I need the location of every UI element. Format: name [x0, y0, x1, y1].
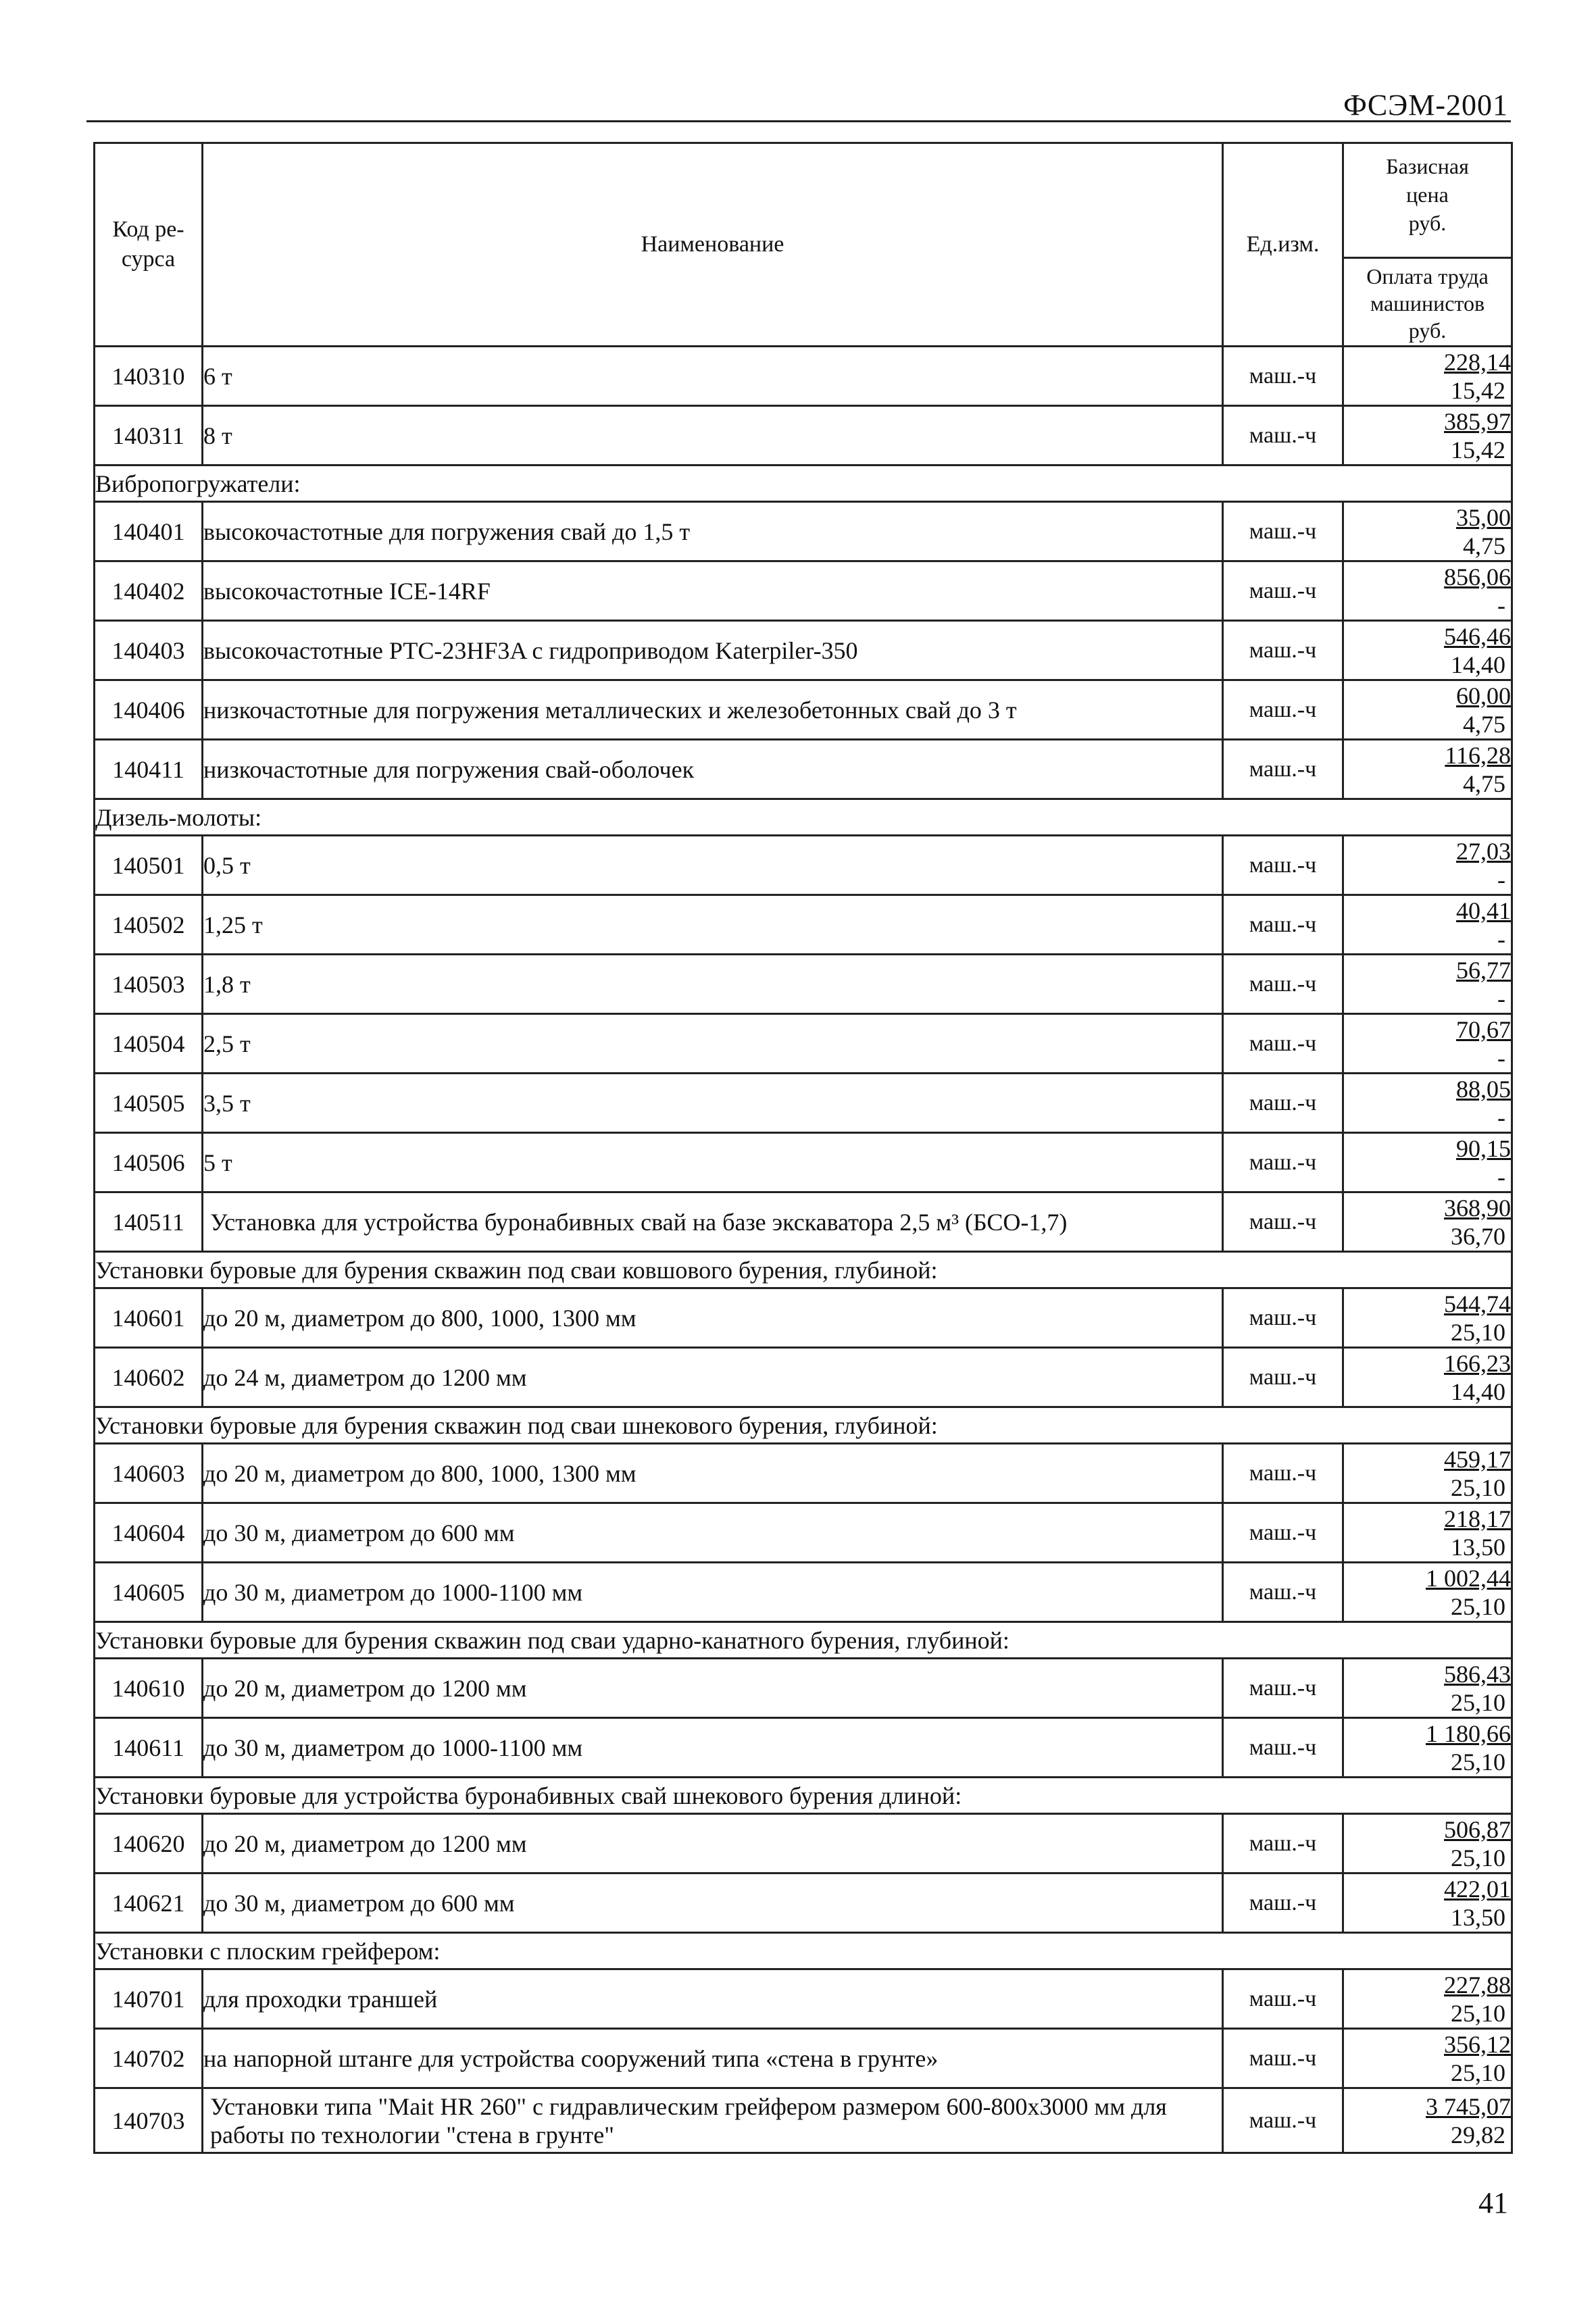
price-cell: [1343, 561, 1512, 621]
unit: маш.-ч: [1223, 740, 1343, 799]
group-heading-row: [95, 1778, 1512, 1814]
resource-name: Установка для устройства буронабивных свай на базе экскаватора 2,5 м³ (БСО-1,7): [203, 1192, 1223, 1252]
base-price: 70,67: [1456, 1015, 1511, 1043]
base-price: 385,97: [1444, 407, 1511, 435]
group-heading: Установки буровые для бурения скважин под сваи ударно-канатного бурения, глубиной:: [95, 1622, 1512, 1659]
table-row: [95, 895, 1512, 955]
resource-code: 140506: [95, 1133, 203, 1192]
base-price: 35,00: [1456, 503, 1511, 531]
price-cell: [1343, 740, 1512, 799]
resource-code: 140620: [95, 1814, 203, 1873]
operator-pay: 14,40: [1451, 1378, 1505, 1405]
header-base-price: Базисная цена руб.: [1344, 144, 1511, 259]
table-row: [95, 1348, 1512, 1407]
base-price: 227,88: [1444, 1971, 1511, 1998]
operator-pay: 25,10: [1451, 1999, 1505, 2027]
resource-name: 2,5 т: [203, 1014, 1223, 1074]
table-row: [95, 1444, 1512, 1503]
table-row: [95, 1563, 1512, 1622]
resource-name: до 20 м, диаметром до 800, 1000, 1300 мм: [203, 1288, 1223, 1348]
price-cell: [1343, 502, 1512, 561]
table-row: [95, 347, 1512, 406]
base-price: 218,17: [1444, 1505, 1511, 1532]
resource-name: на напорной штанге для устройства сооружений типа «стена в грунте»: [203, 2029, 1223, 2088]
operator-pay: 25,10: [1451, 1748, 1505, 1776]
unit: маш.-ч: [1223, 680, 1343, 740]
resource-code: 140702: [95, 2029, 203, 2088]
resource-name: Установки типа "Mait HR 260" с гидравлическим грейфером размером 600-800х3000 мм для работы по технологии "стена в грунте": [203, 2088, 1223, 2153]
resource-name: низкочастотные для погружения металлических и железобетонных свай до 3 т: [203, 680, 1223, 740]
group-heading: Вибропогружатели:: [95, 466, 1512, 502]
base-price: 506,87: [1444, 1815, 1511, 1843]
base-price: 60,00: [1456, 682, 1511, 709]
operator-pay: 13,50: [1451, 1903, 1505, 1931]
resource-code: 140310: [95, 347, 203, 406]
group-heading: Установки буровые для бурения скважин под сваи ковшового бурения, глубиной:: [95, 1252, 1512, 1288]
base-price: 368,90: [1444, 1194, 1511, 1222]
group-heading: Установки с плоским грейфером:: [95, 1933, 1512, 1969]
resource-code: 140604: [95, 1503, 203, 1563]
unit: маш.-ч: [1223, 621, 1343, 680]
header-name: Наименование: [203, 143, 1223, 347]
group-heading: Установки буровые для бурения скважин под сваи шнекового бурения, глубиной:: [95, 1407, 1512, 1444]
unit: маш.-ч: [1223, 347, 1343, 406]
operator-pay: 15,42: [1451, 436, 1505, 463]
unit: маш.-ч: [1223, 1969, 1343, 2029]
resource-code: 140610: [95, 1659, 203, 1718]
resource-code: 140311: [95, 406, 203, 466]
operator-pay: 25,10: [1451, 1474, 1505, 1501]
unit: маш.-ч: [1223, 1192, 1343, 1252]
unit: маш.-ч: [1223, 1718, 1343, 1778]
resource-code: 140505: [95, 1074, 203, 1133]
page-number: 41: [1478, 2186, 1508, 2219]
unit: маш.-ч: [1223, 2088, 1343, 2153]
operator-pay: 15,42: [1451, 376, 1505, 404]
resource-name: 1,8 т: [203, 955, 1223, 1014]
price-cell: [1343, 1503, 1512, 1563]
price-cell: [1343, 621, 1512, 680]
table-row: [95, 1133, 1512, 1192]
base-price: 1 002,44: [1426, 1564, 1511, 1592]
base-price: 166,23: [1444, 1349, 1511, 1377]
resource-code: 140503: [95, 955, 203, 1014]
operator-pay: 25,10: [1451, 1592, 1505, 1620]
base-price: 546,46: [1444, 622, 1511, 650]
price-cell: [1343, 1873, 1512, 1933]
table-row: [95, 406, 1512, 466]
document-code: ФСЭМ-2001: [1343, 89, 1508, 122]
base-price: 856,06: [1444, 563, 1511, 590]
resource-code: 140401: [95, 502, 203, 561]
base-price: 56,77: [1456, 956, 1511, 984]
resource-table: [93, 142, 1513, 2154]
header-unit: Ед.изм.: [1223, 143, 1343, 347]
operator-pay: -: [1497, 591, 1505, 619]
price-cell: [1343, 955, 1512, 1014]
unit: маш.-ч: [1223, 1444, 1343, 1503]
table-row: [95, 1873, 1512, 1933]
resource-code: 140601: [95, 1288, 203, 1348]
table-row: [95, 1718, 1512, 1778]
operator-pay: 25,10: [1451, 1688, 1505, 1716]
price-cell: [1343, 406, 1512, 466]
unit: маш.-ч: [1223, 1074, 1343, 1133]
base-price: 116,28: [1445, 741, 1511, 769]
header-code: Код ре- сурса: [95, 143, 203, 347]
unit: маш.-ч: [1223, 406, 1343, 466]
resource-code: 140603: [95, 1444, 203, 1503]
group-heading: Дизель-молоты:: [95, 799, 1512, 836]
base-price: 27,03: [1456, 837, 1511, 865]
operator-pay: 13,50: [1451, 1533, 1505, 1561]
table-row: [95, 1503, 1512, 1563]
resource-name: высокочастотные ICE-14RF: [203, 561, 1223, 621]
resource-code: 140701: [95, 1969, 203, 2029]
operator-pay: -: [1497, 1163, 1505, 1190]
resource-name: 0,5 т: [203, 836, 1223, 895]
resource-name: высокочастотные РТС-23HF3A с гидроприводом Katerpiler-350: [203, 621, 1223, 680]
unit: маш.-ч: [1223, 1133, 1343, 1192]
price-cell: [1343, 1074, 1512, 1133]
operator-pay: 4,75: [1463, 710, 1505, 738]
header-price: [1343, 143, 1512, 347]
price-cell: [1343, 1192, 1512, 1252]
base-price: 422,01: [1444, 1875, 1511, 1903]
operator-pay: 4,75: [1463, 532, 1505, 559]
resource-name: до 20 м, диаметром до 1200 мм: [203, 1659, 1223, 1718]
resource-name: до 20 м, диаметром до 1200 мм: [203, 1814, 1223, 1873]
table-row: [95, 1659, 1512, 1718]
operator-pay: 25,10: [1451, 1318, 1505, 1346]
resource-code: 140402: [95, 561, 203, 621]
base-price: 88,05: [1456, 1075, 1511, 1103]
price-cell: [1343, 1444, 1512, 1503]
price-cell: [1343, 1718, 1512, 1778]
resource-code: 140602: [95, 1348, 203, 1407]
price-cell: [1343, 836, 1512, 895]
unit: маш.-ч: [1223, 502, 1343, 561]
group-heading-row: [95, 466, 1512, 502]
operator-pay: -: [1497, 984, 1505, 1012]
base-price: 90,15: [1456, 1134, 1511, 1162]
price-cell: [1343, 2029, 1512, 2088]
base-price: 3 745,07: [1426, 2092, 1511, 2120]
unit: маш.-ч: [1223, 836, 1343, 895]
price-cell: [1343, 895, 1512, 955]
resource-code: 140411: [95, 740, 203, 799]
resource-name: 5 т: [203, 1133, 1223, 1192]
resource-code: 140502: [95, 895, 203, 955]
resource-name: до 20 м, диаметром до 800, 1000, 1300 мм: [203, 1444, 1223, 1503]
resource-name: до 30 м, диаметром до 1000-1100 мм: [203, 1563, 1223, 1622]
resource-name: 6 т: [203, 347, 1223, 406]
base-price: 459,17: [1444, 1445, 1511, 1473]
table-row: [95, 561, 1512, 621]
group-heading-row: [95, 1933, 1512, 1969]
base-price: 586,43: [1444, 1660, 1511, 1688]
unit: маш.-ч: [1223, 1288, 1343, 1348]
resource-code: 140501: [95, 836, 203, 895]
operator-pay: 36,70: [1451, 1222, 1505, 1250]
resource-code: 140621: [95, 1873, 203, 1933]
unit: маш.-ч: [1223, 1348, 1343, 1407]
unit: маш.-ч: [1223, 2029, 1343, 2088]
table-row: [95, 2029, 1512, 2088]
table-row: [95, 1969, 1512, 2029]
operator-pay: 25,10: [1451, 1844, 1505, 1871]
resource-name: до 24 м, диаметром до 1200 мм: [203, 1348, 1223, 1407]
resource-code: 140703: [95, 2088, 203, 2153]
base-price: 228,14: [1444, 348, 1511, 376]
resource-code: 140511: [95, 1192, 203, 1252]
resource-name: 3,5 т: [203, 1074, 1223, 1133]
table-body: [95, 347, 1512, 2153]
base-price: 544,74: [1444, 1290, 1511, 1317]
unit: маш.-ч: [1223, 561, 1343, 621]
base-price: 1 180,66: [1426, 1719, 1511, 1747]
table-row: [95, 502, 1512, 561]
table-row: [95, 2088, 1512, 2153]
resource-name: до 30 м, диаметром до 600 мм: [203, 1503, 1223, 1563]
table-row: [95, 680, 1512, 740]
price-cell: [1343, 1014, 1512, 1074]
group-heading: Установки буровые для устройства буронабивных свай шнекового бурения длиной:: [95, 1778, 1512, 1814]
resource-name: 1,25 т: [203, 895, 1223, 955]
resource-name: высокочастотные для погружения свай до 1,5 т: [203, 502, 1223, 561]
resource-code: 140504: [95, 1014, 203, 1074]
resource-name: до 30 м, диаметром до 1000-1100 мм: [203, 1718, 1223, 1778]
table-header-row: [95, 143, 1512, 347]
table-row: [95, 1074, 1512, 1133]
operator-pay: -: [1497, 865, 1505, 893]
table-row: [95, 1014, 1512, 1074]
price-cell: [1343, 1133, 1512, 1192]
resource-code: 140403: [95, 621, 203, 680]
unit: маш.-ч: [1223, 1814, 1343, 1873]
unit: маш.-ч: [1223, 1014, 1343, 1074]
unit: маш.-ч: [1223, 895, 1343, 955]
unit: маш.-ч: [1223, 1563, 1343, 1622]
price-cell: [1343, 2088, 1512, 2153]
operator-pay: -: [1497, 1103, 1505, 1131]
operator-pay: 25,10: [1451, 2059, 1505, 2086]
group-heading-row: [95, 799, 1512, 836]
resource-name: для проходки траншей: [203, 1969, 1223, 2029]
group-heading-row: [95, 1407, 1512, 1444]
operator-pay: -: [1497, 1044, 1505, 1072]
group-heading-row: [95, 1622, 1512, 1659]
price-cell: [1343, 1969, 1512, 2029]
header-operator-pay: Оплата труда машинистов руб.: [1366, 264, 1489, 343]
resource-code: 140605: [95, 1563, 203, 1622]
resource-name: низкочастотные для погружения свай-оболочек: [203, 740, 1223, 799]
table-row: [95, 740, 1512, 799]
unit: маш.-ч: [1223, 955, 1343, 1014]
unit: маш.-ч: [1223, 1873, 1343, 1933]
table-row: [95, 1192, 1512, 1252]
table-row: [95, 1288, 1512, 1348]
table-row: [95, 1814, 1512, 1873]
price-cell: [1343, 1659, 1512, 1718]
price-cell: [1343, 1814, 1512, 1873]
table-row: [95, 836, 1512, 895]
resource-code: 140611: [95, 1718, 203, 1778]
base-price: 40,41: [1456, 897, 1511, 924]
operator-pay: 4,75: [1463, 770, 1505, 797]
price-cell: [1343, 1348, 1512, 1407]
group-heading-row: [95, 1252, 1512, 1288]
operator-pay: -: [1497, 925, 1505, 953]
base-price: 356,12: [1444, 2030, 1511, 2058]
operator-pay: 29,82: [1451, 2121, 1505, 2148]
resource-code: 140406: [95, 680, 203, 740]
price-cell: [1343, 347, 1512, 406]
price-cell: [1343, 680, 1512, 740]
table-row: [95, 621, 1512, 680]
header-rule: [86, 120, 1511, 122]
price-cell: [1343, 1563, 1512, 1622]
resource-name: до 30 м, диаметром до 600 мм: [203, 1873, 1223, 1933]
operator-pay: 14,40: [1451, 651, 1505, 678]
resource-name: 8 т: [203, 406, 1223, 466]
price-cell: [1343, 1288, 1512, 1348]
unit: маш.-ч: [1223, 1503, 1343, 1563]
unit: маш.-ч: [1223, 1659, 1343, 1718]
table-row: [95, 955, 1512, 1014]
